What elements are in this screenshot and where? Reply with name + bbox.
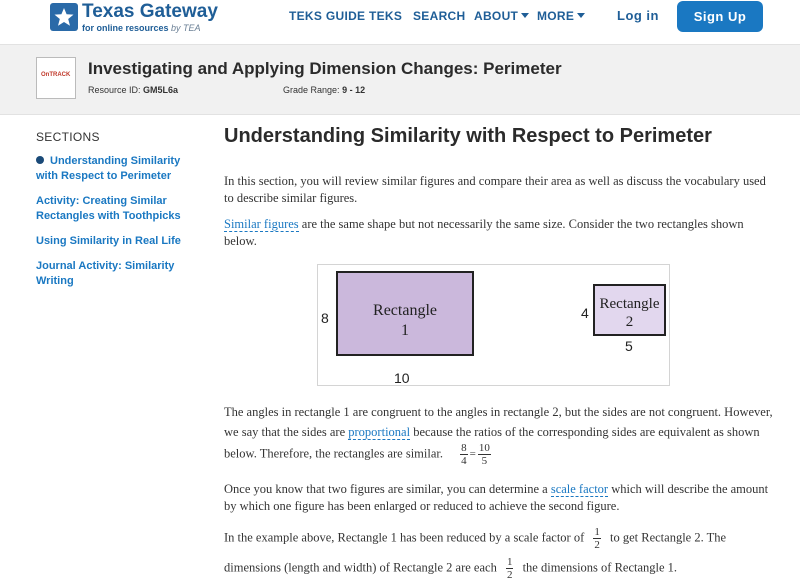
rectangles-figure [317, 264, 670, 386]
site-logo[interactable] [50, 3, 230, 39]
chevron-down-icon [577, 13, 585, 18]
proportional-paragraph: The angles in rectangle 1 are congruent to the angles in rectangle 2, but the sides are not congruent. However, we say that the sides are proportional because the ratios of the corresponding sides are equivalent as shown below. Therefore, the rectangles are similar. $\frac{8}{4}$ = $\frac{10}{5}$ [224, 405, 773, 467]
rectangle-2 [593, 284, 666, 336]
nav-teks[interactable]: TEKS [369, 9, 403, 23]
intro-paragraph: In this section, you will review similar figures and compare their area as well as discuss the vocabulary used to describe similar figures. [224, 174, 766, 205]
sections-heading: SECTIONS [36, 130, 100, 144]
current-section-dot-icon [36, 156, 44, 164]
sidebar-item-journal-activity[interactable]: Journal Activity: Similarity Writing [36, 260, 175, 287]
logo-subtitle: for online resources by TEA [82, 23, 201, 33]
reduction-paragraph: In the example above, Rectangle 1 has been reduced by a scale factor of $\frac{1}{2}$ to get Rectangle 2. The [224, 526, 727, 551]
section-title: Understanding Similarity with Respect to Perimeter [224, 125, 712, 147]
dimension-fraction: $\frac{1}{2}$ [506, 556, 513, 581]
scale-fraction: $\frac{1}{2}$ [594, 526, 600, 551]
resource-id: Resource ID: GM5L6a [88, 85, 179, 95]
login-link[interactable]: Log in [617, 8, 659, 23]
chevron-down-icon [521, 13, 529, 18]
ratio-equation: $\frac{8}{4}$ = $\frac{10}{5}$ [461, 442, 490, 467]
resource-thumbnail [36, 57, 76, 99]
rect1-height-label: 8 [321, 310, 329, 326]
resource-title: Investigating and Applying Dimension Changes: Perimeter [88, 59, 562, 78]
term-scale-factor[interactable]: scale factor [550, 482, 609, 496]
rect2-width-label: 5 [625, 338, 633, 354]
term-similar-figures[interactable]: Similar figures [224, 217, 299, 231]
nav-teks-guide[interactable]: TEKS GUIDE [289, 9, 366, 23]
sidebar-item-real-life[interactable]: Using Similarity in Real Life [36, 235, 181, 247]
nav-search[interactable]: SEARCH [413, 9, 466, 23]
top-navigation [0, 0, 800, 44]
sidebar-item-understanding-similarity[interactable]: Understanding Similarity with Respect to Perimeter [36, 155, 181, 182]
signup-button[interactable]: Sign Up [677, 1, 763, 32]
nav-more[interactable]: MORE [537, 9, 585, 23]
logo-title: Texas Gateway [82, 1, 218, 22]
grade-range: Grade Range: 9 - 12 [283, 85, 366, 95]
rect2-height-label: 4 [581, 305, 589, 321]
scale-factor-paragraph: Once you know that two figures are similar, you can determine a scale factor which will describe the amount by which one figure has been enlarged or reduced to achieve the second figure. [224, 482, 769, 513]
dimensions-paragraph: dimensions (length and width) of Rectangle 2 are each $\frac{1}{2}$ the dimensions of Rectangle 1. [224, 556, 678, 581]
sidebar-item-toothpicks-activity[interactable]: Activity: Creating Similar Rectangles with Toothpicks [36, 195, 181, 222]
rectangle-1 [336, 271, 474, 356]
rect2-label: Rectangle 2 [599, 296, 660, 330]
rect1-label: Rectangle 1 [373, 302, 437, 339]
resource-header [0, 44, 800, 115]
similar-figures-paragraph: Similar figures are the same shape but not necessarily the same size. Consider the two rectangles shown below. [224, 217, 744, 248]
resource-badge: OnTRACK [41, 72, 71, 78]
nav-about[interactable]: ABOUT [474, 9, 529, 23]
rect1-width-label: 10 [394, 370, 410, 386]
term-proportional[interactable]: proportional [348, 425, 411, 439]
star-icon [50, 3, 78, 31]
